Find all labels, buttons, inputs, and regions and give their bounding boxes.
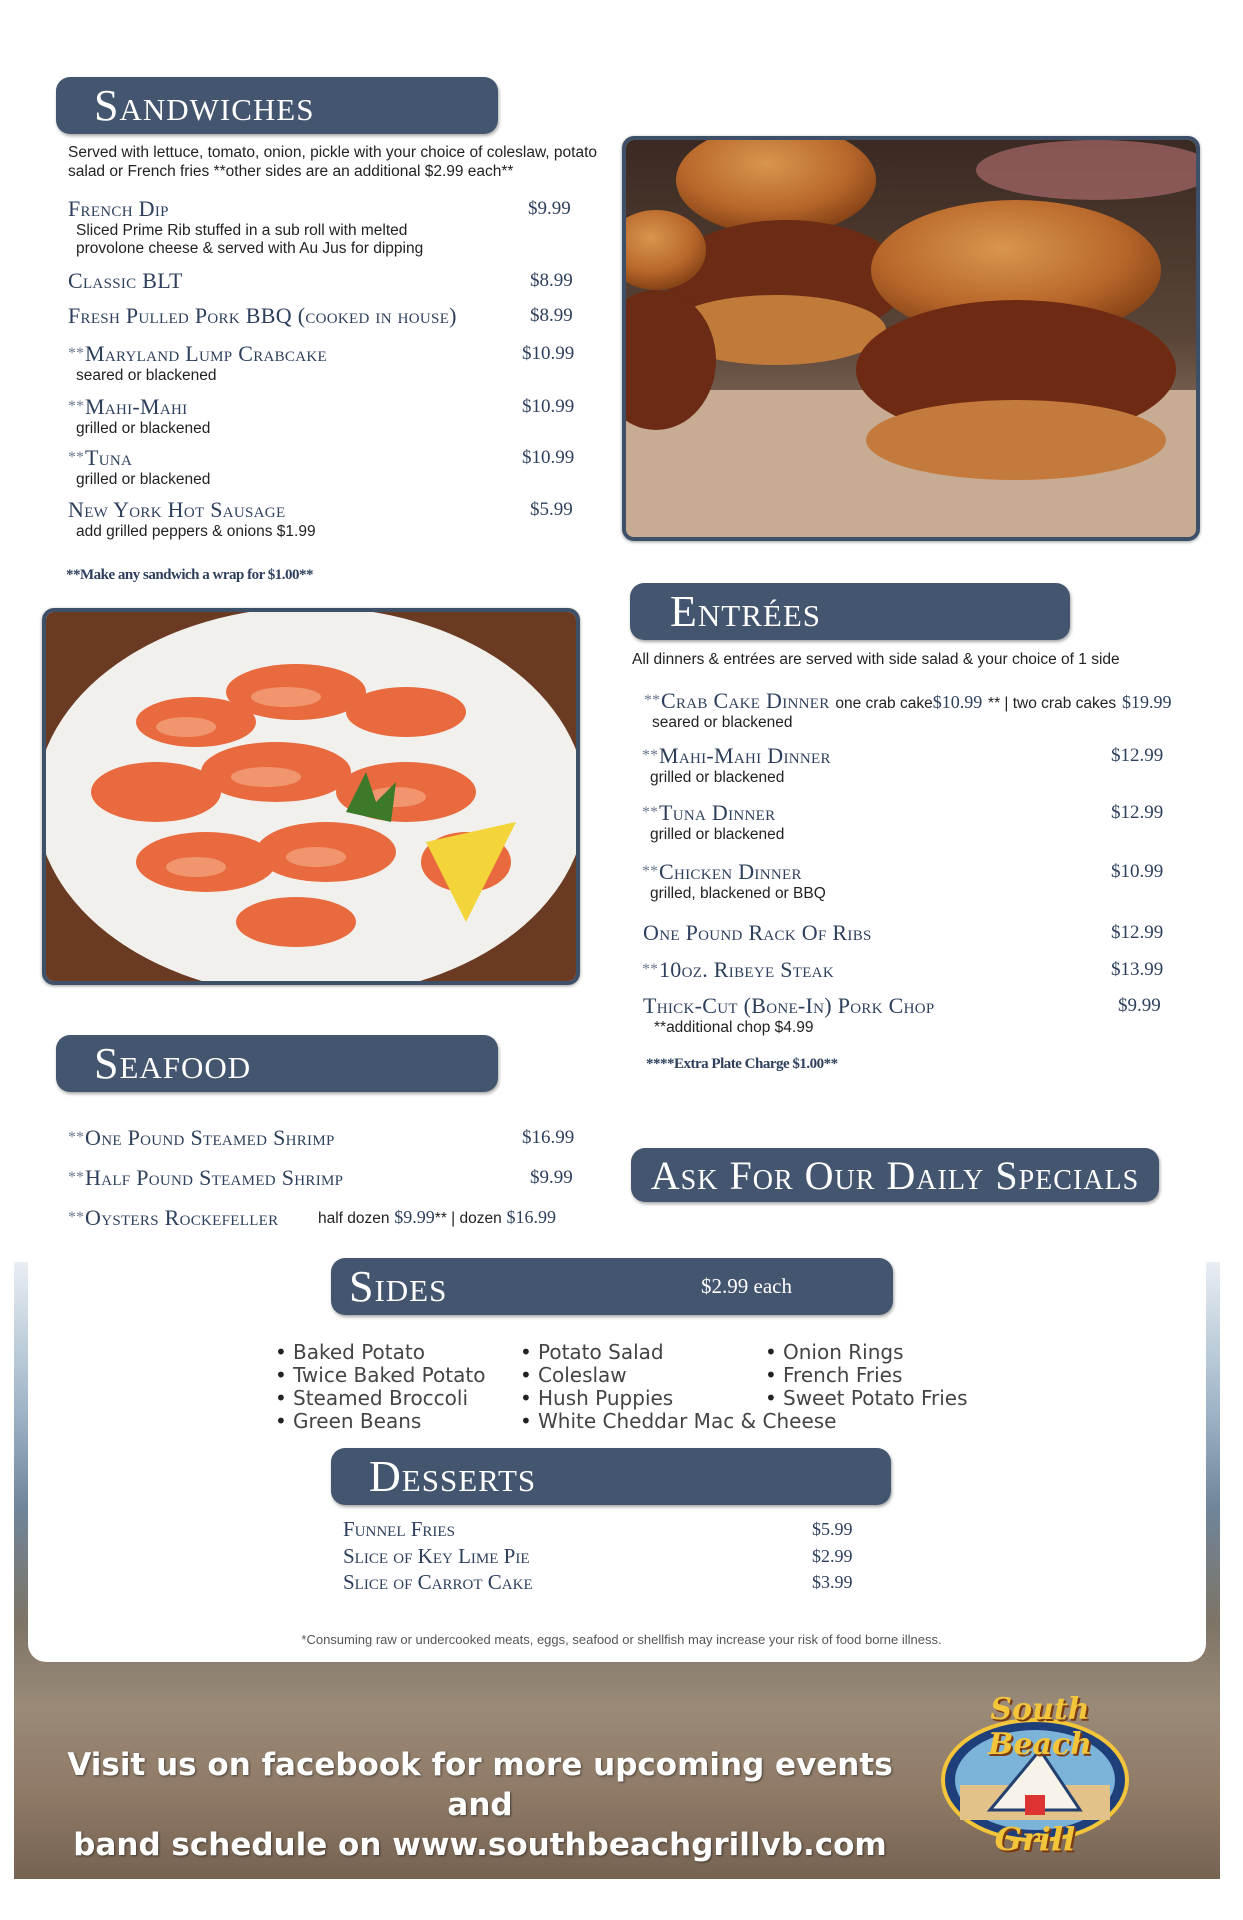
list-item: • Hush Puppies	[520, 1387, 836, 1410]
entree-item	[642, 920, 872, 946]
sandwich-item	[68, 341, 327, 385]
item-price: $12.99	[1111, 922, 1164, 943]
extra-plate-note: ****Extra Plate Charge $1.00**	[646, 1056, 838, 1072]
entree-item	[642, 993, 935, 1037]
seafood-item	[68, 1165, 343, 1191]
wrap-note: **Make any sandwich a wrap for $1.00**	[66, 567, 313, 583]
item-name: Thick-Cut (Bone-In) Pork Chop	[643, 993, 935, 1018]
item-prefix: **	[642, 863, 658, 880]
footer-message	[60, 1745, 900, 1865]
oysters-prices	[318, 1207, 556, 1229]
pulled-pork-photo	[622, 136, 1200, 541]
seafood-banner	[56, 1035, 498, 1092]
entree-item	[642, 743, 831, 787]
item-description: Sliced Prime Rib stuffed in a sub roll with melted provolone cheese & served with Au Jus for dipping	[76, 222, 424, 257]
entrees-description: All dinners & entrées are served with side salad & your choice of 1 side	[632, 651, 1120, 668]
item-name: Chicken Dinner	[659, 859, 802, 884]
footer-line-2: band schedule on www.southbeachgrillvb.com	[73, 1827, 887, 1863]
item-name: 10oz. Ribeye Steak	[659, 957, 834, 982]
item-prefix: **	[68, 1209, 84, 1226]
item-name: Crab Cake Dinner	[661, 688, 830, 713]
seafood-title: Seafood	[94, 1039, 252, 1088]
item-prefix: **	[642, 747, 658, 764]
list-item: • Coleslaw	[520, 1364, 836, 1387]
daily-specials-title: Ask For Our Daily Specials	[650, 1152, 1140, 1198]
dessert-price: $3.99	[812, 1572, 853, 1592]
item-prefix: **	[68, 1129, 84, 1146]
item-description: **additional chop $4.99	[654, 1019, 814, 1036]
item-name: Half Pound Steamed Shrimp	[85, 1165, 344, 1190]
item-prefix: **	[68, 449, 84, 466]
item-name: Tuna	[85, 445, 133, 470]
item-description: grilled, blackened or BBQ	[650, 885, 826, 902]
sandwich-item	[68, 394, 210, 438]
item-description: seared or blackened	[76, 367, 217, 384]
item-description: grilled or blackened	[650, 826, 785, 843]
entrees-banner	[630, 583, 1070, 640]
item-prefix: **	[68, 1169, 84, 1186]
one-crab-price: $10.99	[932, 692, 983, 712]
sandwiches-banner	[56, 77, 498, 134]
sandwiches-description: Served with lettuce, tomato, onion, pickle with your choice of coleslaw, potato salad or French fries **other sides are an additional $2.99 each**	[68, 144, 598, 180]
sides-banner	[331, 1258, 893, 1315]
two-crab-label: ** | two crab cakes	[988, 695, 1117, 712]
entree-item	[644, 688, 1172, 732]
sides-column-1	[275, 1341, 485, 1433]
item-name: French Dip	[68, 196, 169, 221]
item-price: $9.99	[1118, 995, 1161, 1016]
list-item: • Onion Rings	[765, 1341, 968, 1364]
item-price: $9.99	[530, 1167, 573, 1188]
item-price: $12.99	[1111, 802, 1164, 823]
list-item: • Green Beans	[275, 1410, 485, 1433]
item-price: $13.99	[1111, 959, 1164, 980]
item-name: Oysters Rockefeller	[85, 1205, 279, 1230]
item-prefix: **	[642, 804, 658, 821]
item-prefix: **	[642, 961, 658, 978]
pulled-pork-illustration	[626, 140, 1196, 537]
dessert-price: $5.99	[812, 1519, 853, 1539]
half-dozen-price: $9.99	[394, 1207, 435, 1227]
desserts-banner	[331, 1448, 891, 1505]
sandwich-item	[68, 303, 457, 329]
list-item: • Potato Salad	[520, 1341, 836, 1364]
item-name: Mahi-Mahi	[85, 394, 188, 419]
item-prefix: **	[68, 345, 84, 362]
list-item: • Twice Baked Potato	[275, 1364, 485, 1387]
footer-line-1: Visit us on facebook for more upcoming events and	[67, 1747, 893, 1823]
logo-text-top: South Beach	[988, 1692, 1092, 1762]
item-name: Tuna Dinner	[659, 800, 776, 825]
sandwich-item	[68, 196, 518, 258]
sides-column-3	[765, 1341, 968, 1410]
list-item: • French Fries	[765, 1364, 968, 1387]
sandwich-item	[68, 497, 316, 541]
shrimp-photo	[42, 608, 580, 985]
sandwich-item	[68, 445, 210, 489]
one-crab-label: one crab cake	[835, 695, 933, 712]
list-item: • Baked Potato	[275, 1341, 485, 1364]
item-price: $9.99	[528, 198, 571, 219]
item-price: $16.99	[522, 1127, 575, 1148]
dozen-label: ** | dozen	[434, 1210, 502, 1227]
list-item: • Steamed Broccoli	[275, 1387, 485, 1410]
item-price: $8.99	[530, 305, 573, 326]
seafood-item	[68, 1125, 335, 1151]
entrees-title: Entrées	[670, 587, 821, 636]
dessert-name: Slice of Carrot Cake	[343, 1570, 533, 1594]
item-name: New York Hot Sausage	[68, 497, 286, 522]
item-name: One Pound Rack Of Ribs	[643, 920, 872, 945]
entree-item	[642, 957, 834, 983]
item-description: grilled or blackened	[650, 769, 785, 786]
item-name: One Pound Steamed Shrimp	[85, 1125, 335, 1150]
item-price: $12.99	[1111, 745, 1164, 766]
item-description: add grilled peppers & onions $1.99	[76, 523, 316, 540]
item-price: $10.99	[1111, 861, 1164, 882]
item-price: $10.99	[522, 343, 575, 364]
sandwiches-title: Sandwiches	[94, 81, 315, 130]
item-name: Maryland Lump Crabcake	[85, 341, 327, 366]
list-item: • Sweet Potato Fries	[765, 1387, 968, 1410]
food-safety-disclaimer: *Consuming raw or undercooked meats, eggs, seafood or shellfish may increase your risk of food borne illness.	[301, 1632, 942, 1647]
south-beach-grill-logo	[930, 1690, 1140, 1862]
two-crab-price: $19.99	[1121, 692, 1172, 712]
item-description: grilled or blackened	[76, 471, 211, 488]
item-prefix: **	[68, 398, 84, 415]
item-prefix: **	[644, 692, 660, 709]
item-price: $8.99	[530, 270, 573, 291]
item-description: grilled or blackened	[76, 420, 211, 437]
daily-specials-banner	[631, 1148, 1159, 1202]
sandwich-item	[68, 268, 183, 294]
item-description: seared or blackened	[652, 714, 793, 731]
item-name: Classic BLT	[68, 268, 183, 293]
sides-title: Sides	[349, 1262, 448, 1311]
item-name: Fresh Pulled Pork BBQ (cooked in house)	[68, 303, 457, 328]
list-item: • White Cheddar Mac & Cheese	[520, 1410, 836, 1433]
dessert-name: Slice of Key Lime Pie	[343, 1544, 530, 1568]
item-price: $5.99	[530, 499, 573, 520]
entree-item	[642, 859, 826, 903]
item-name: Mahi-Mahi Dinner	[659, 743, 831, 768]
desserts-title: Desserts	[369, 1452, 537, 1501]
item-price: $10.99	[522, 447, 575, 468]
shrimp-illustration	[46, 612, 576, 981]
dessert-name: Funnel Fries	[343, 1517, 455, 1541]
dessert-price: $2.99	[812, 1546, 853, 1566]
logo-text-bottom: Grill	[994, 1820, 1076, 1858]
item-price: $10.99	[522, 396, 575, 417]
entree-item	[642, 800, 784, 844]
half-dozen-label: half dozen	[318, 1210, 390, 1227]
sides-price: $2.99 each	[701, 1274, 792, 1298]
dozen-price: $16.99	[506, 1207, 556, 1227]
